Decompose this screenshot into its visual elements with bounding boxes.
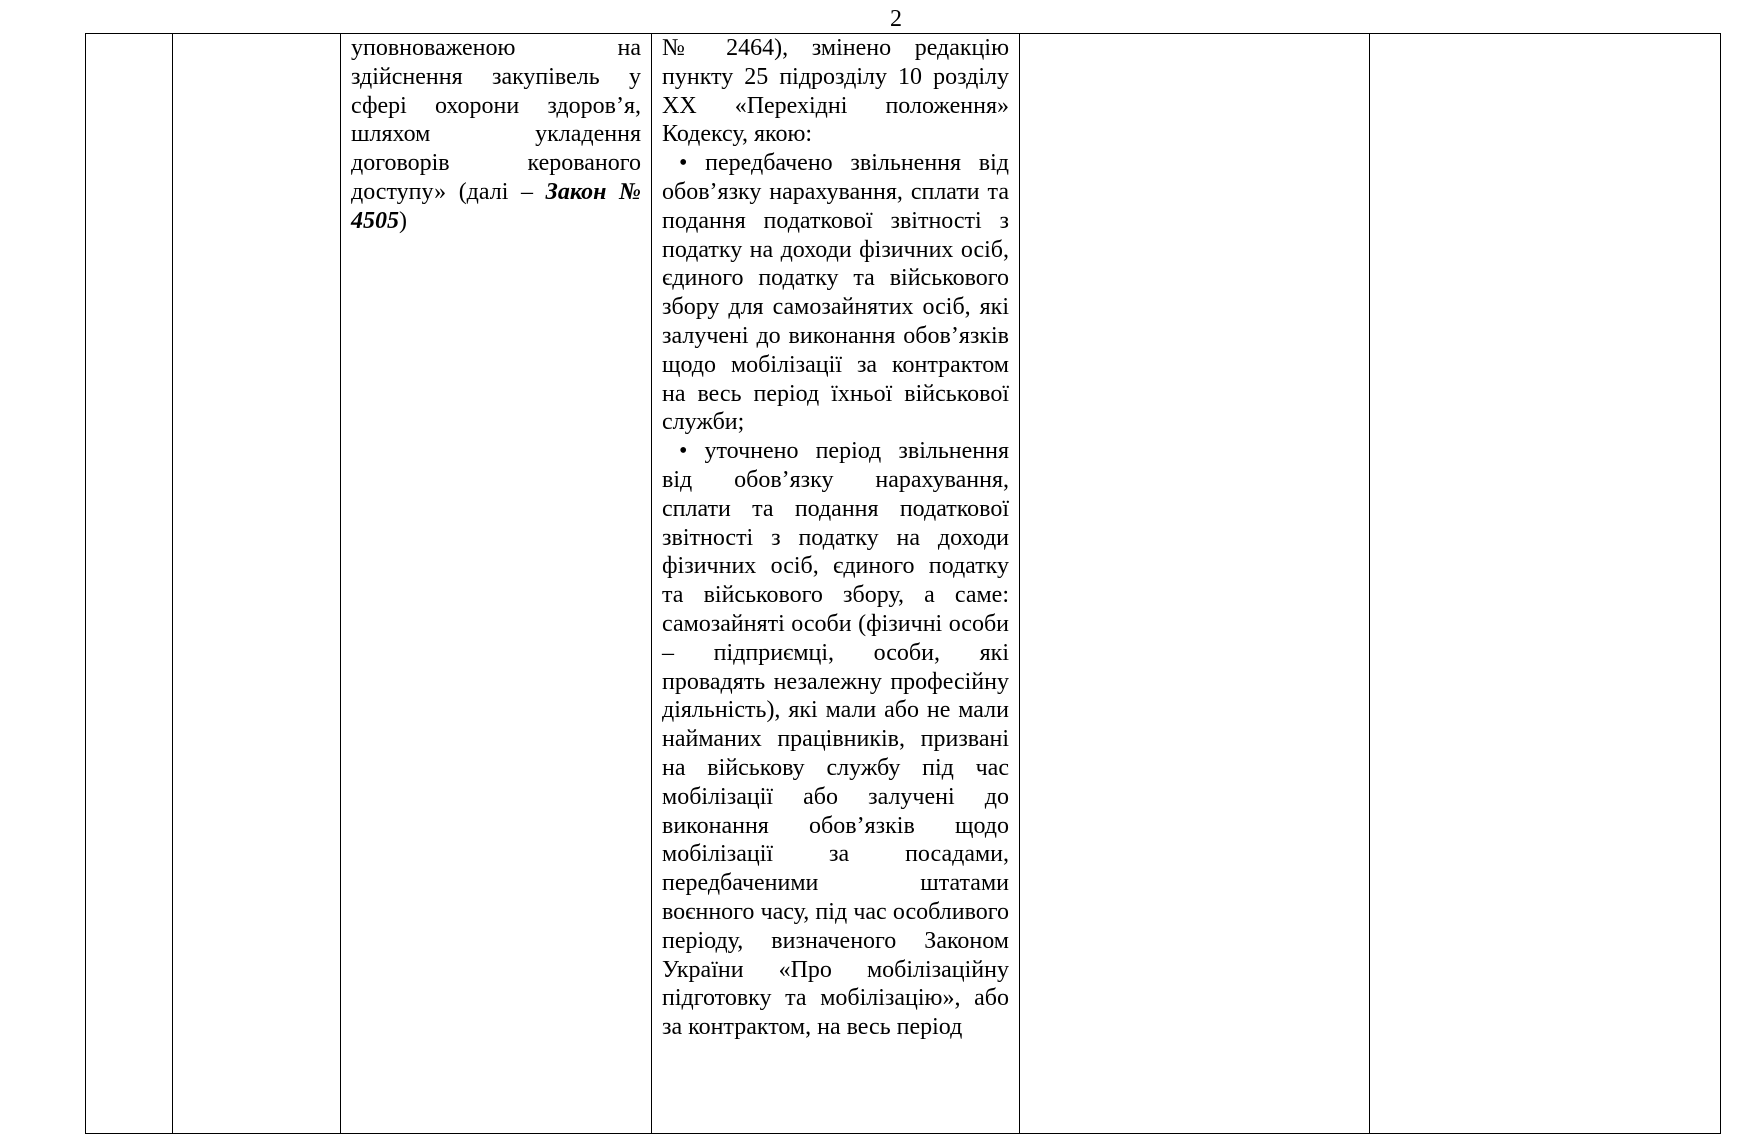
page-number: 2 — [890, 6, 902, 32]
law-reference-paragraph — [351, 34, 641, 236]
table-cell-col3 — [341, 34, 652, 1134]
table-row — [86, 34, 1721, 1134]
cell-text — [341, 34, 651, 236]
law-reference-close: ) — [399, 207, 407, 234]
law-abbreviation: Закон № 4505 — [351, 178, 641, 234]
table-cell-col1 — [86, 34, 173, 1134]
table-cell-col6 — [1370, 34, 1721, 1134]
document-table — [85, 33, 1721, 1134]
bullet-item: • уточнено період звільнення від обов’язку нарахування, сплати та подання податкової звітності з податку на доходи фізичних осіб, єдиного податку та військового збору, а саме: самозайняті особи (фізичні особи – підприємці, особи, які провадять незалежну професійну діяльність), які мали або не мали найманих працівників, призвані на військову службу під час мобілізації або залучені до виконання обов’язків щодо мобілізації за посадами, передбаченими штатами воєнного часу, під час особливого періоду, визначеного Законом України «Про мобілізаційну підготовку та мобілізацію», або за контрактом, на весь період — [662, 438, 1009, 1041]
amendment-intro: № 2464), змінено редакцію пункту 25 підрозділу 10 розділу XX «Перехідні положення» Кодексу, якою: — [662, 35, 1009, 148]
table-cell-col5 — [1020, 34, 1370, 1134]
bullet-item: • передбачено звільнення від обов’язку нарахування, сплати та подання податкової звітності з податку на доходи фізичних осіб, єдиного податку та військового збору для самозайнятих осіб, які залучені до виконання обов’язків щодо мобілізації за контрактом на весь період їхньої військової служби; — [662, 150, 1009, 436]
cell-text — [652, 34, 1019, 1042]
table-cell-col2 — [173, 34, 341, 1134]
table-cell-col4 — [652, 34, 1020, 1134]
law-reference-text: уповноваженою на здійснення закупівель у сфері охорони здоров’я, шляхом укладення договорів керованого доступу» (далі – — [351, 35, 641, 205]
